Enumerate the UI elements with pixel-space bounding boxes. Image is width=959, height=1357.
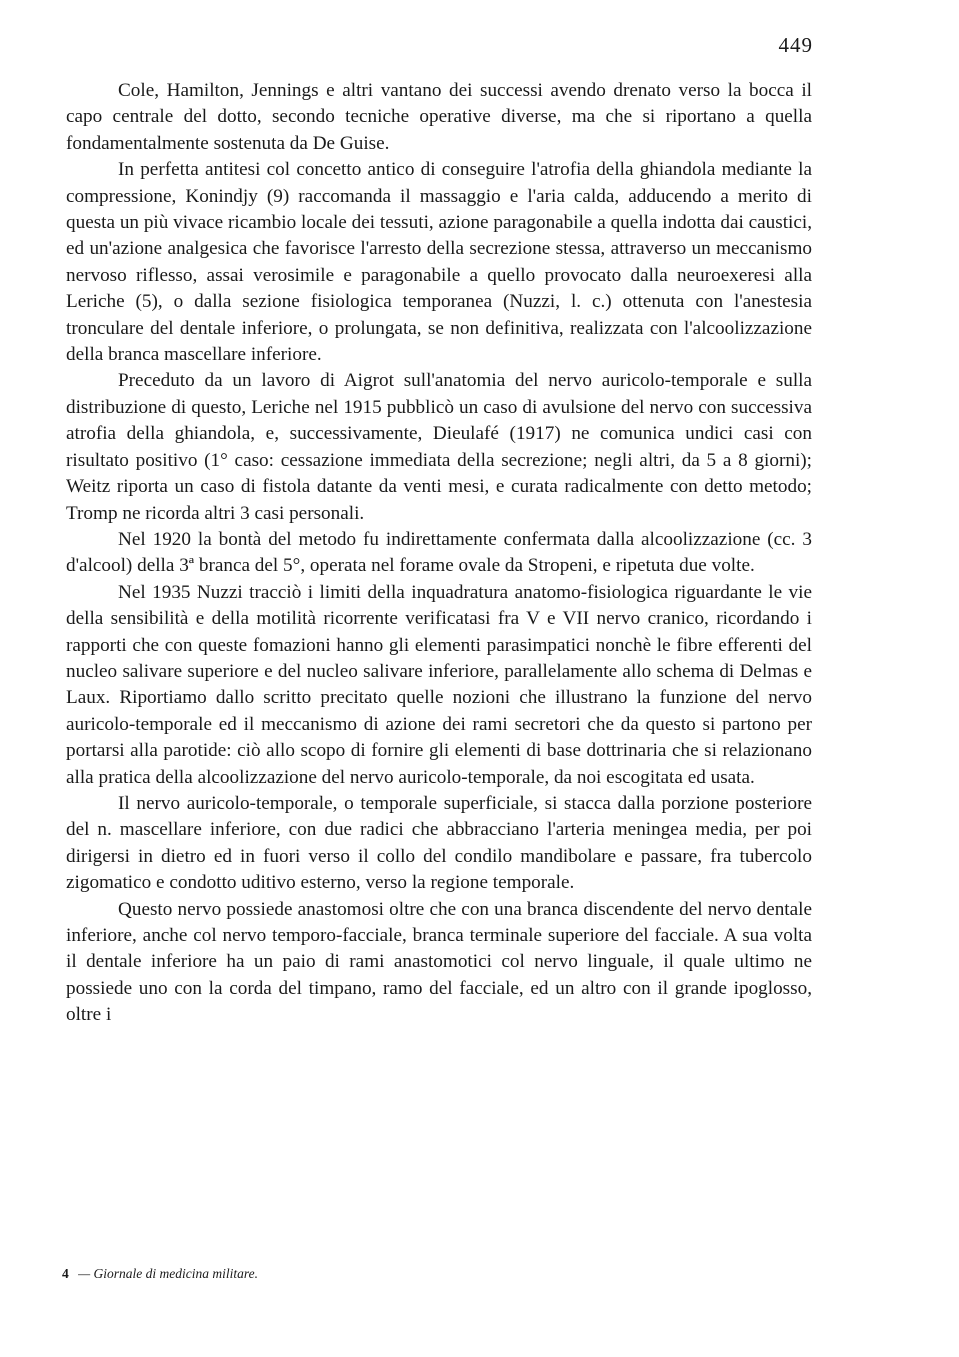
signature-mark: 4 — [62, 1266, 69, 1281]
paragraph-4: Nel 1920 la bontà del metodo fu indirettamente confermata dalla alcoolizzazione (cc. 3 d'alcool) della 3ª branca del 5°, operata nel forame ovale da Stropeni, e ripetuta due volte. — [66, 528, 812, 577]
paragraph-1: Cole, Hamilton, Jennings e altri vantano dei successi avendo drenato verso la bocca il capo centrale del dotto, secondo tecniche operative diverse, ma che si riportano a quella fondamentalmente sostenuta da De Guise. — [66, 80, 812, 154]
paragraph-2: In perfetta antitesi col concetto antico di conseguire l'atrofia della ghiandola mediante la compressione, Konindjy (9) raccomanda il massaggio e l'aria calda, adducendo a merito di questa un più vivace ricambio locale dei tessuti, azione paragonabile a quella indotta dai caustici, ed un'azione analgesica che favorisce l'arresto della secrezione stessa, attraverso un meccanismo nervoso riflesso, assai verosimile e paragonabile a quello provocato dalla neuroexeresi alla Leriche (5), o dalla sezione fisiologica temporanea (Nuzzi, l. c.) ottenuta con l'anestesia tronculare del dentale inferiore, o prolungata, se non definitiva, realizzata con l'alcoolizzazione della branca mascellare inferiore. — [66, 159, 812, 366]
paragraph-7: Questo nervo possiede anastomosi oltre che con una branca discendente del nervo dentale inferiore, anche col nervo temporo-facciale, branca terminale superiore del facciale. A sua volta il dentale inferiore ha un paio di rami anastomotici col nervo linguale, il quale ultimo ne possiede uno con la corda del timpano, ramo del facciale, ed un altro con il grande ipoglosso, oltre i — [66, 898, 812, 1026]
paragraph-6: Il nervo auricolo-temporale, o temporale superficiale, si stacca dalla porzione posteriore del n. mascellare inferiore, con due radici che abbracciano l'arteria meningea media, per poi dirigersi in dietro ed in fuori verso il collo del condilo mandibolare e passare, fra tubercolo zigomatico e condotto uditivo esterno, verso la regione temporale. — [66, 792, 812, 894]
journal-title: Giornale di medicina militare. — [93, 1266, 258, 1281]
paragraph-5: Nel 1935 Nuzzi tracciò i limiti della inquadratura anatomo-fisiologica riguardante le vie della sensibilità e della motilità ricorrente verificatasi fra V e VII nervo cranico, ricordando i rapporti che con queste fomazioni hanno gli elementi parasimpatici nonchè le fibre efferenti del nucleo salivare superiore e del nucleo salivare inferiore, parallelamente allo schema di Delmas e Laux. Riportiamo dallo scritto precitato quelle nozioni che illustrano la funzione del nervo auricolo-temporale ed il meccanismo di azione dei rami secretori che da questo si partono per portarsi alla parotide: ciò allo scopo di fornire gli elementi di base dottrinaria che si relazionano alla pratica della alcoolizzazione del nervo auricolo-temporale, da noi escogitata ed usata. — [66, 581, 812, 788]
footer-dash: — — [78, 1266, 91, 1281]
paragraph-3: Preceduto da un lavoro di Aigrot sull'anatomia del nervo auricolo-temporale e sulla distribuzione di questo, Leriche nel 1915 pubblicò un caso di avulsione del nervo con successiva atrofia della ghiandola, e, successivamente, Dieulafé (1917) ne comunica undici casi con risultato positivo (1° caso: cessazione immediata della secrezione; negli altri, da 5 a 8 giorni); Weitz riporta un caso di fistola datante da venti mesi, e curata radicalmente con detto metodo; Tromp ne ricorda altri 3 casi personali. — [66, 370, 812, 524]
page-number: 449 — [778, 33, 813, 57]
footer — [62, 1266, 258, 1282]
body-text — [66, 78, 812, 1029]
